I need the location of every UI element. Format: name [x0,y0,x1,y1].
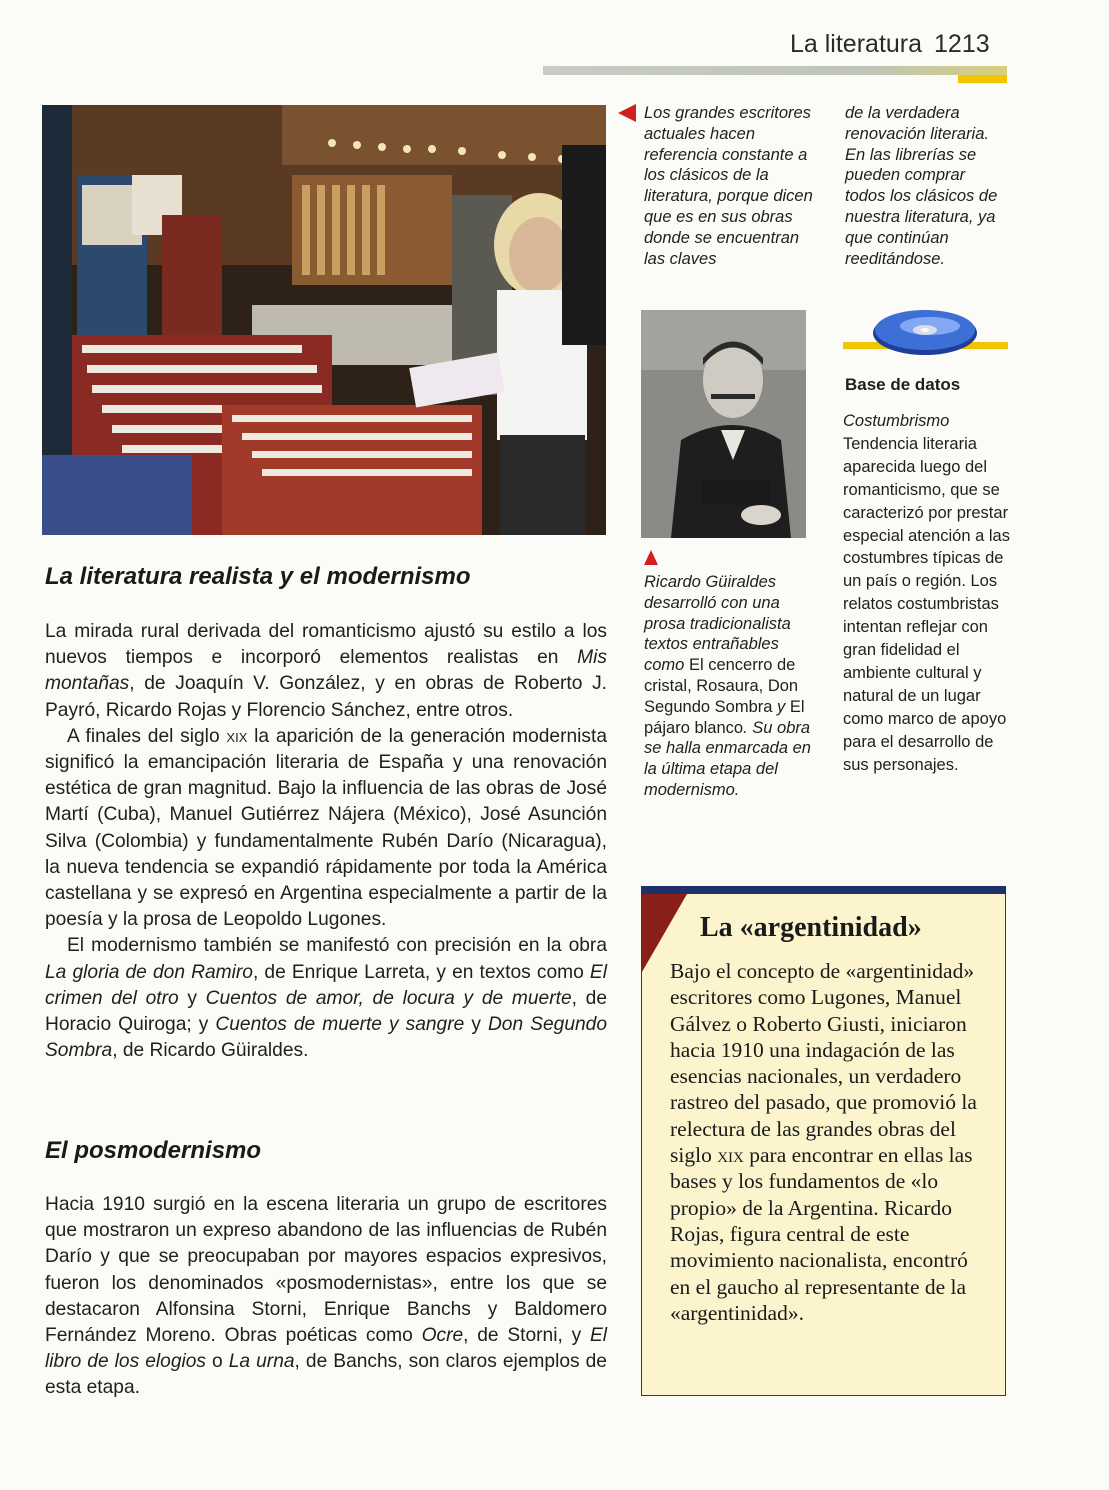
text-run: Bajo el concepto de «argentinidad» escritores como Lugones, Manuel Gálvez o Roberto Giusti, iniciaron hacia 1910 una indagación de las esencias nacionales, un verdadero rastreo del pasado, que promovió la relectura de las grandes obras del siglo [670,959,977,1168]
argentinidad-box-top-bar [641,886,1006,894]
bookstore-photo [42,105,606,535]
text-run: para encontrar en ellas las bases y los fundamentos de «lo propio» de la Argentina. Ricardo Rojas, figura central de este movimiento nacionalista, encontró en el gaucho al representante de la «argentinidad». [670,1143,973,1325]
text-run: , de Joaquín V. González, y en obras de Roberto J. Payró, Ricardo Rojas y Florencio Sánchez, entre otros. [45,673,607,721]
running-head [790,30,990,59]
separator: , [758,676,768,695]
photo-caption-left: Los grandes escritores actuales hacen referencia constante a los clásicos de la literatura, porque dicen que es en sus obras donde se encuentran las claves [644,104,813,268]
portrait-caption-text: . Su obra se halla enmarcada en la última etapa del modernismo. [644,718,811,799]
work-title: El pájaro blanco [644,697,805,737]
century-numeral: xix [226,725,248,747]
page-number: 1213 [934,30,990,58]
text-run: o [206,1351,229,1373]
text-run: La mirada rural derivada del romanticismo ajustó su estilo a los nuevos tiempos e incorporó elementos realistas en [45,621,607,669]
work-title: Mis montañas [45,647,607,695]
work-title: El cencerro de cristal [644,656,796,695]
work-title: Rosaura [696,676,759,695]
text-run: y [178,987,206,1009]
separator: , [687,676,697,695]
text-run: , de Ricardo Güiraldes. [112,1040,309,1062]
portrait-caption-arrow-icon [644,550,658,565]
photo-caption-right: de la verdadera renovación literaria. En las librerías se pueden comprar todos los clásicos de nuestra literatura, ya que continúan reeditándose. [845,104,998,268]
century-numeral: xix [717,1143,744,1168]
work-title: Cuentos de muerte y sangre [215,1014,465,1036]
database-term: Costumbrismo [843,412,950,430]
database-title: Base de datos [845,375,961,394]
database-entry [843,410,1015,777]
text-run: , de Banchs, son claros ejemplos de esta etapa. [45,1351,607,1399]
work-title: Ocre [421,1325,464,1347]
text-run: la aparición de la generación modernista significó la emancipación literaria de España y una renovación estética de gran magnitud. Bajo la influencia de las obras de José Martí (Cuba), Manuel Gutiérrez Nájera (México), José Asunción Silva (Colombia) y fundamentalmente Rubén Darío (Nicaragua), la nueva tendencia se expandió rápidamente por toda la América castellana y se expresó en Argentina especialmente a partir de la poesía y la prosa de Leopoldo Lugones. [45,725,608,931]
portrait-caption [644,572,819,801]
work-title: La gloria de don Ramiro [45,961,253,983]
argentinidad-title: La «argentinidad» [700,912,922,943]
work-title: La urna [228,1351,295,1373]
text-run: y [464,1014,488,1036]
caption-arrow-icon [618,104,636,122]
text-run: , de Horacio Quiroga; y [45,987,607,1036]
argentinidad-text [670,958,982,1326]
work-title: Cuentos de amor, de locura y de muerte [205,987,572,1009]
header-rule-accent [958,75,1007,83]
section-heading-posmodernismo: El posmodernismo [45,1137,262,1164]
work-title: Don Segundo Sombra [45,1014,608,1062]
database-definition: Tendencia literaria aparecida luego del romanticismo, que se caracterizó por prestar especial atención a las costumbres típicas de un país o región. Los relatos costumbristas intentan reflejar con gran fidelidad el ambiente cultural y natural de un lugar como marco de apoyo para el desarrollo de sus personajes. [843,434,1010,774]
section-title: La literatura [790,30,923,58]
portrait-caption-text: Ricardo Güiraldes desarrolló con una prosa tradicionalista textos entrañables como [644,573,791,675]
header-rule [543,66,1007,75]
portrait-photo [641,310,806,538]
paragraph [45,619,607,724]
text-run: , de Enrique Larreta, y en textos como [252,961,590,983]
text-run: El modernismo también se manifestó con precisión en la obra [67,935,607,957]
paragraph [45,724,607,934]
section-body-realismo [45,619,607,1064]
paragraph [45,933,607,1064]
work-title: El crimen del otro [45,961,607,1009]
work-title: Don Segundo Sombra [644,676,799,716]
paragraph [45,1192,607,1402]
cd-icon [870,308,980,363]
work-title: El libro de los elogios [45,1325,607,1373]
section-heading-realismo: La literatura realista y el modernismo [45,563,471,590]
portrait-caption-text: y [772,697,790,716]
section-body-posmodernismo [45,1192,607,1402]
text-run: , de Storni, y [463,1325,590,1347]
text-run: Hacia 1910 surgió en la escena literaria un grupo de escritores que mostraron un expreso abandono de las influencias de Rubén Darío y que se preocupaban por mayores espacios expresivos, fueron los denominados «posmodernistas», entre los que se destacaron Alfonsina Storni, Enrique Banchs y Baldomero Fernández Moreno. Obras poéticas como [45,1194,607,1347]
text-run: A finales del siglo [67,725,227,747]
